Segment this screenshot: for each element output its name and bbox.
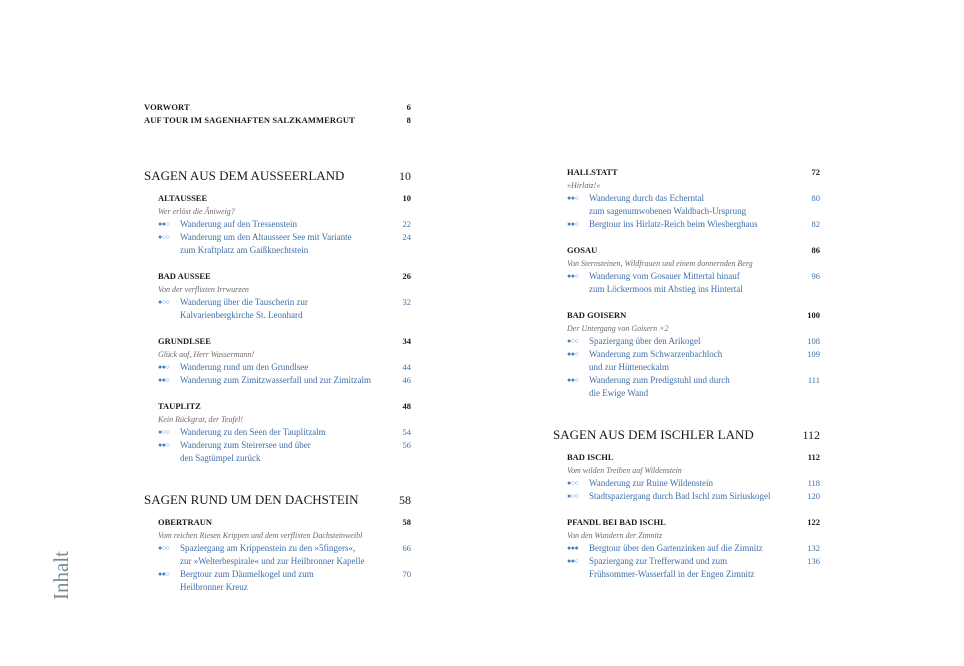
- difficulty-dots-icon: ●○○: [567, 337, 579, 345]
- difficulty-dots-icon: ●●○: [567, 557, 579, 565]
- right-sections: [553, 166, 820, 581]
- difficulty-dots-icon: ●○○: [158, 544, 170, 552]
- section-page: 10: [399, 169, 411, 183]
- tour-title-line: Heilbronner Kreuz: [180, 582, 248, 592]
- difficulty-dots-icon: ●●○: [567, 376, 579, 384]
- difficulty-dots-icon: ●●○: [158, 570, 170, 578]
- tour-page: 66: [402, 543, 411, 553]
- region-page: 122: [807, 517, 820, 527]
- region-heading[interactable]: [567, 166, 820, 179]
- difficulty-dots-icon: ●○○: [158, 428, 170, 436]
- tour-title: [180, 231, 395, 257]
- tour-title: [589, 335, 804, 348]
- tour-title-line: Kalvarienbergkirche St. Leonhard: [180, 310, 303, 320]
- region-heading[interactable]: [158, 270, 411, 283]
- tour-page: 82: [811, 219, 820, 229]
- tour-title-line: Wanderung zur Ruine Wildenstein: [589, 478, 713, 488]
- toc-entry[interactable]: [144, 101, 411, 114]
- tour-page: 56: [402, 440, 411, 450]
- region-block: [158, 335, 411, 387]
- region-block: [567, 309, 820, 400]
- tour-title-line: Frühsommer-Wasserfall in der Engen Zimnitz: [589, 569, 755, 579]
- region-page: 112: [807, 452, 820, 462]
- region-name: GOSAU: [567, 245, 598, 255]
- tour-title: [180, 439, 395, 465]
- tour-entry[interactable]: [158, 218, 411, 231]
- region-subtitle: Von den Wundern der Zimnitz: [567, 531, 663, 540]
- tour-entry[interactable]: [567, 218, 820, 231]
- region-heading[interactable]: [567, 516, 820, 529]
- difficulty-dots-icon: ●●○: [567, 272, 579, 280]
- region-subtitle: Glück auf, Herr Wassermann!: [158, 350, 255, 359]
- side-label: [48, 542, 74, 608]
- tour-title: [589, 555, 804, 581]
- tour-entry[interactable]: [158, 439, 411, 465]
- region-page: 86: [811, 245, 820, 255]
- toc-section: [553, 166, 820, 400]
- tour-title-line: Wanderung um den Altausseer See mit Variante: [180, 232, 352, 242]
- section-page: 58: [399, 493, 411, 507]
- tour-page: 111: [807, 375, 820, 385]
- tour-title-line: Bergtour über den Gartenzinken auf die Zimnitz: [589, 543, 763, 553]
- region-heading[interactable]: [158, 516, 411, 529]
- region-subtitle: Wer erlöst die Âniweig?: [158, 207, 235, 216]
- tour-page: 132: [807, 543, 820, 553]
- tour-title-line: und zur Hütteneckalm: [589, 362, 669, 372]
- toc-entry-page: 8: [406, 115, 411, 125]
- toc-section: [553, 425, 820, 581]
- section-title: SAGEN RUND UM DEN DACHSTEIN: [144, 492, 359, 507]
- toc-entry-label: AUF TOUR IM SAGENHAFTEN SALZKAMMERGUT: [144, 115, 355, 125]
- tour-title-line: Wanderung zum Zimitzwasserfall und zur Zimitzalm: [180, 375, 371, 385]
- region-subtitle: Vom wilden Treiben auf Wildenstein: [567, 466, 682, 475]
- tour-title: [589, 218, 804, 231]
- difficulty-dots-icon: ●●○: [158, 441, 170, 449]
- tour-page: 120: [807, 491, 820, 501]
- tour-entry[interactable]: [567, 490, 820, 503]
- tour-entry[interactable]: [567, 348, 820, 374]
- tour-entry[interactable]: [158, 361, 411, 374]
- tour-title-line: Wanderung zum Schwarzenbachloch: [589, 349, 723, 359]
- tour-title-line: Spaziergang am Krippenstein zu den »5fingers«,: [180, 543, 356, 553]
- tour-page: 96: [811, 271, 820, 281]
- tour-entry[interactable]: [567, 270, 820, 296]
- region-heading[interactable]: [158, 400, 411, 413]
- tour-title: [180, 218, 395, 231]
- tour-title-line: Spaziergang über den Arikogel: [589, 336, 701, 346]
- difficulty-dots-icon: ●●●: [567, 544, 579, 552]
- difficulty-dots-icon: ●○○: [158, 298, 170, 306]
- section-heading[interactable]: [144, 490, 411, 510]
- tour-title: [180, 542, 395, 568]
- region-block: [158, 400, 411, 465]
- tour-title: [180, 374, 395, 387]
- tour-title: [589, 192, 804, 218]
- region-block: [567, 166, 820, 231]
- region-heading[interactable]: [158, 192, 411, 205]
- tour-entry[interactable]: [567, 192, 820, 218]
- region-name: BAD ISCHL: [567, 452, 614, 462]
- region-heading[interactable]: [158, 335, 411, 348]
- region-subtitle: »Hirlatz!«: [567, 181, 601, 190]
- tour-entry[interactable]: [158, 542, 411, 568]
- region-block: [158, 192, 411, 257]
- tour-entry[interactable]: [158, 426, 411, 439]
- tour-page: 32: [402, 297, 411, 307]
- tour-title-line: Stadtspaziergang durch Bad Ischl zum Siriuskogel: [589, 491, 771, 501]
- section-title: SAGEN AUS DEM ISCHLER LAND: [553, 427, 754, 442]
- region-page: 34: [402, 336, 411, 346]
- difficulty-dots-icon: ●●○: [158, 363, 170, 371]
- tour-title-line: Wanderung vom Gosauer Mittertal hinauf: [589, 271, 740, 281]
- difficulty-dots-icon: ●●○: [567, 194, 579, 202]
- region-name: BAD AUSSEE: [158, 271, 211, 281]
- region-name: GRUNDLSEE: [158, 336, 211, 346]
- tour-title-line: die Ewige Wand: [589, 388, 649, 398]
- tour-title-line: zum sagenumwobenen Waldbach-Ursprung: [589, 206, 747, 216]
- section-title: SAGEN AUS DEM AUSSEERLAND: [144, 168, 345, 183]
- region-heading[interactable]: [567, 244, 820, 257]
- tour-title: [589, 477, 804, 490]
- tour-title-line: zur »Welterbespirale« und zur Heilbronner Kapelle: [180, 556, 365, 566]
- tour-title-line: Spaziergang zur Trefferwand und zum: [589, 556, 728, 566]
- difficulty-dots-icon: ●●○: [158, 220, 170, 228]
- region-name: PFANDL BEI BAD ISCHL: [567, 517, 666, 527]
- toc-entry-label: VORWORT: [144, 102, 190, 112]
- region-heading[interactable]: [567, 451, 820, 464]
- tour-title-line: den Sagtümpel zurück: [180, 453, 261, 463]
- tour-entry[interactable]: [567, 374, 820, 400]
- tour-title-line: Wanderung auf den Tressenstein: [180, 219, 298, 229]
- tour-title: [180, 296, 395, 322]
- region-block: [158, 516, 411, 594]
- region-subtitle: Von der verflixten Irrwurzen: [158, 285, 249, 294]
- tour-title-line: zum Löckermoos mit Abstieg ins Hintertal: [589, 284, 743, 294]
- tour-page: 24: [402, 232, 411, 242]
- tour-page: 54: [402, 427, 411, 437]
- region-subtitle: Kein Rückgrat, der Teufel!: [158, 415, 244, 424]
- tour-entry[interactable]: [567, 477, 820, 490]
- region-page: 48: [402, 401, 411, 411]
- tour-title-line: Wanderung zu den Seen der Tauplitzalm: [180, 427, 326, 437]
- tour-title-line: Bergtour ins Hirlatz-Reich beim Wiesberghaus: [589, 219, 758, 229]
- tour-entry[interactable]: [567, 335, 820, 348]
- region-name: OBERTRAUN: [158, 517, 213, 527]
- tour-title-line: Wanderung zum Predigstuhl und durch: [589, 375, 730, 385]
- region-page: 72: [811, 167, 820, 177]
- section-heading[interactable]: [553, 425, 820, 445]
- region-subtitle: Der Untergang von Goisern ×2: [567, 324, 669, 333]
- tour-title-line: Wanderung durch das Echerntal: [589, 193, 704, 203]
- tour-title-line: zum Kraftplatz am Gaißknechtstein: [180, 245, 309, 255]
- tour-entry[interactable]: [158, 231, 411, 257]
- toc-section: [144, 490, 411, 594]
- tour-page: 80: [811, 193, 820, 203]
- tour-title: [589, 270, 804, 296]
- side-label-text: Inhalt: [48, 550, 73, 600]
- region-subtitle: Vom reichen Riesen Krippen und dem verflixten Dachsteinweibl: [158, 531, 363, 540]
- section-page: 112: [802, 428, 820, 442]
- tour-title: [180, 426, 395, 439]
- difficulty-dots-icon: ●●○: [158, 376, 170, 384]
- tour-title: [589, 542, 804, 555]
- region-block: [567, 451, 820, 503]
- difficulty-dots-icon: ●○○: [567, 479, 579, 487]
- region-page: 26: [402, 271, 411, 281]
- tour-entry[interactable]: [567, 555, 820, 581]
- tour-title: [589, 348, 804, 374]
- toc-entry[interactable]: [144, 114, 411, 127]
- difficulty-dots-icon: ●●○: [567, 350, 579, 358]
- tour-title: [589, 374, 804, 400]
- toc-right-column: [553, 166, 820, 606]
- front-matter: [144, 101, 411, 127]
- tour-title: [180, 361, 395, 374]
- region-page: 10: [402, 193, 411, 203]
- toc-left-column: [144, 101, 411, 619]
- tour-page: 46: [402, 375, 411, 385]
- region-block: [567, 244, 820, 296]
- tour-title-line: Bergtour zum Däumelkogel und zum: [180, 569, 314, 579]
- tour-entry[interactable]: [158, 568, 411, 594]
- region-heading[interactable]: [567, 309, 820, 322]
- left-sections: [144, 166, 411, 594]
- tour-page: 136: [807, 556, 820, 566]
- region-block: [158, 270, 411, 322]
- tour-page: 109: [807, 349, 820, 359]
- region-subtitle: Von Sternsteinen, Wildfrauen und einem donnernden Berg: [567, 259, 753, 268]
- tour-title-line: Wanderung über die Tauscherin zur: [180, 297, 308, 307]
- region-page: 58: [402, 517, 411, 527]
- tour-entry[interactable]: [158, 296, 411, 322]
- tour-title-line: Wanderung zum Steirersee und über: [180, 440, 311, 450]
- tour-entry[interactable]: [567, 542, 820, 555]
- region-name: HALLSTATT: [567, 167, 618, 177]
- tour-page: 108: [807, 336, 820, 346]
- region-name: ALTAUSSEE: [158, 193, 208, 203]
- toc-entry-page: 6: [406, 102, 411, 112]
- tour-title-line: Wanderung rund um den Grundlsee: [180, 362, 309, 372]
- tour-entry[interactable]: [158, 374, 411, 387]
- tour-page: 44: [402, 362, 411, 372]
- tour-page: 22: [402, 219, 411, 229]
- region-name: TAUPLITZ: [158, 401, 201, 411]
- region-block: [567, 516, 820, 581]
- region-name: BAD GOISERN: [567, 310, 627, 320]
- tour-title: [180, 568, 395, 594]
- tour-page: 70: [402, 569, 411, 579]
- difficulty-dots-icon: ●●○: [567, 220, 579, 228]
- tour-title: [589, 490, 804, 503]
- difficulty-dots-icon: ●○○: [567, 492, 579, 500]
- toc-section: [144, 166, 411, 465]
- section-heading[interactable]: [144, 166, 411, 186]
- region-page: 100: [807, 310, 820, 320]
- tour-page: 118: [807, 478, 820, 488]
- difficulty-dots-icon: ●○○: [158, 233, 170, 241]
